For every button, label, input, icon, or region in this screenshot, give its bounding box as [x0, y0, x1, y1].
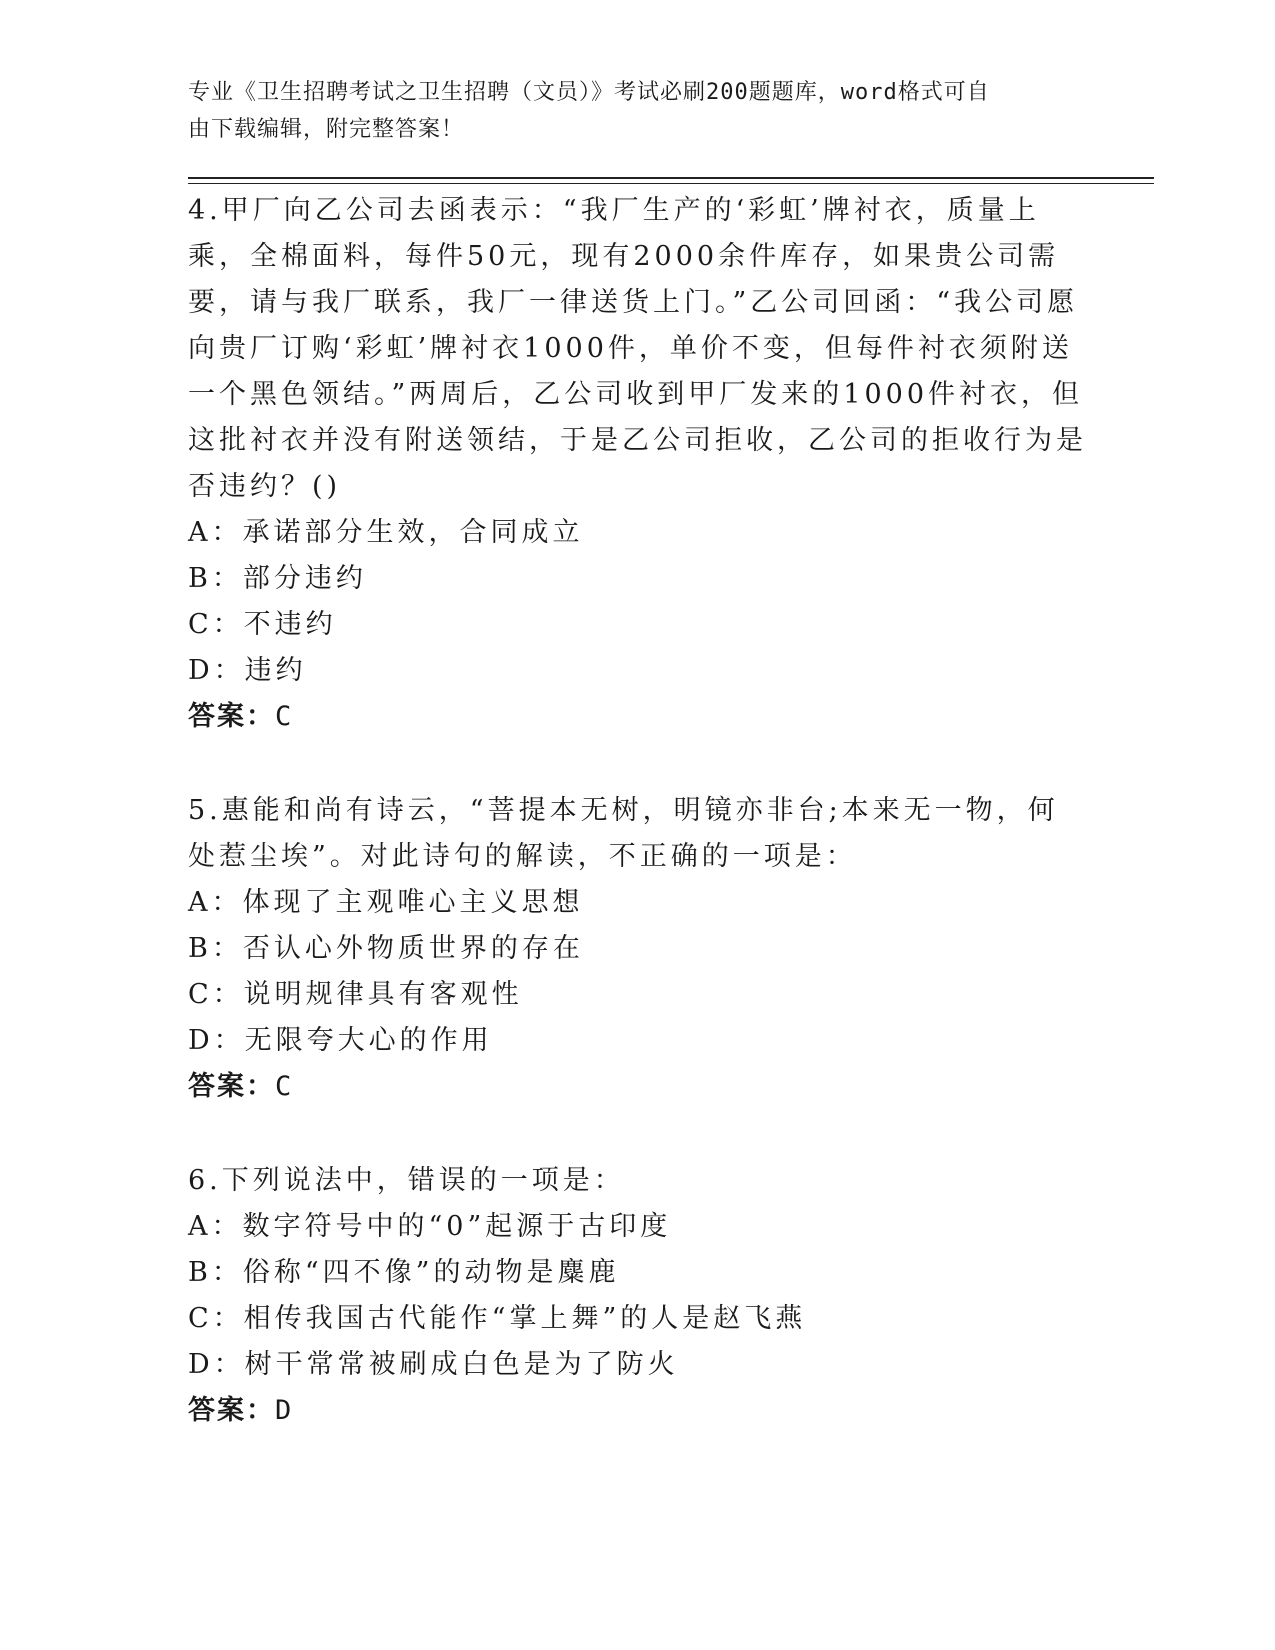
option-d: D：树干常常被刷成白色是为了防火: [188, 1349, 679, 1380]
answer-value: C: [275, 701, 294, 732]
option-a: A：承诺部分生效，合同成立: [188, 517, 584, 548]
answer-label: 答案：: [188, 1071, 275, 1102]
question-stem: 6.下列说法中，错误的一项是：: [188, 1165, 625, 1196]
option-b: B：否认心外物质世界的存在: [188, 933, 584, 964]
option-d: D：违约: [188, 655, 307, 686]
option-a: A：数字符号中的“0”起源于古印度: [188, 1211, 672, 1242]
answer-line: [188, 694, 1088, 740]
answer-line: [188, 1064, 1088, 1110]
option-c: C：相传我国古代能作“掌上舞”的人是赵飞燕: [188, 1303, 807, 1334]
question-item: [188, 788, 1088, 1110]
option-c: C：不违约: [188, 609, 337, 640]
option-b: B：部分违约: [188, 563, 367, 594]
option-a: A：体现了主观唯心主义思想: [188, 887, 584, 918]
answer-value: D: [275, 1395, 294, 1426]
option-b: B：俗称“四不像”的动物是麋鹿: [188, 1257, 620, 1288]
question-item: [188, 188, 1088, 740]
option-c: C：说明规律具有客观性: [188, 979, 523, 1010]
header-line-1: 专业《卫生招聘考试之卫生招聘（文员）》考试必刷200题题库，word格式可自: [188, 80, 990, 105]
header-divider-thin: [188, 183, 1154, 184]
header-divider-thick: [188, 177, 1154, 179]
question-stem: 4.甲厂向乙公司去函表示：“我厂生产的‘彩虹’牌衬衣，质量上乘，全棉面料，每件50元，现有2000余件库存，如果贵公司需要，请与我厂联系，我厂一律送货上门。”乙公司回函：“我公司愿向贵厂订购‘彩虹’牌衬衣1000件，单价不变，但每件衬衣须附送一个黑色领结。”两周后，乙公司收到甲厂发来的1000件衬衣，但这批衬衣并没有附送领结，于是乙公司拒收，乙公司的拒收行为是否违约？(): [188, 195, 1087, 502]
answer-label: 答案：: [188, 1395, 275, 1426]
answer-value: C: [275, 1071, 294, 1102]
document-header: [188, 74, 1068, 148]
header-line-2: 由下载编辑，附完整答案！: [188, 117, 465, 142]
question-item: [188, 1158, 1088, 1434]
question-list: [188, 188, 1088, 1482]
question-stem: 5.惠能和尚有诗云，“菩提本无树，明镜亦非台;本来无一物，何处惹尘埃”。对此诗句的解读，不正确的一项是：: [188, 795, 1059, 872]
answer-label: 答案：: [188, 701, 275, 732]
answer-line: [188, 1388, 1088, 1434]
option-d: D：无限夸大心的作用: [188, 1025, 493, 1056]
